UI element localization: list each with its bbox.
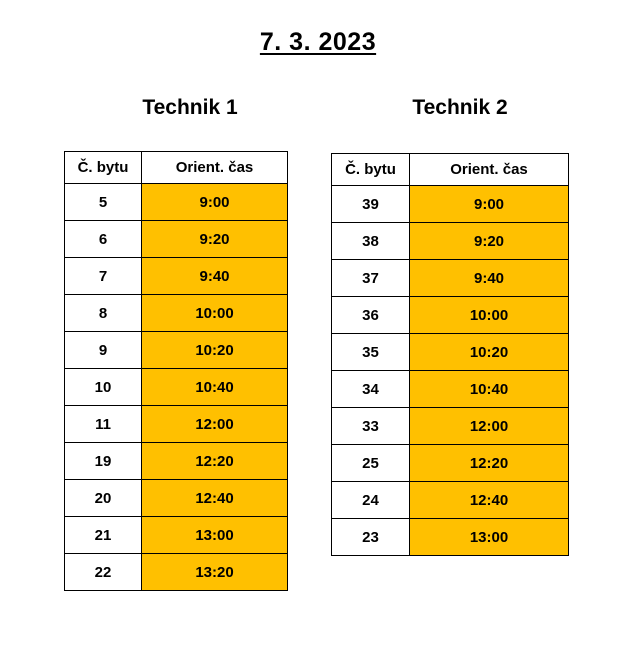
time-cell: 12:00 xyxy=(410,408,569,445)
header-byt: Č. bytu xyxy=(65,152,142,184)
table-row xyxy=(65,184,288,221)
header-cas: Orient. čas xyxy=(142,152,288,184)
time-cell: 9:20 xyxy=(410,223,569,260)
apartment-number-cell: 20 xyxy=(65,480,142,517)
apartment-number-cell: 21 xyxy=(65,517,142,554)
apartment-number-cell: 33 xyxy=(332,408,410,445)
apartment-number-cell: 11 xyxy=(65,406,142,443)
header-cas: Orient. čas xyxy=(410,154,569,186)
table-row xyxy=(332,223,569,260)
header-byt: Č. bytu xyxy=(332,154,410,186)
time-cell: 10:20 xyxy=(142,332,288,369)
apartment-number-cell: 25 xyxy=(332,445,410,482)
apartment-number-cell: 23 xyxy=(332,519,410,556)
document-date: 7. 3. 2023 xyxy=(259,28,377,56)
time-cell: 13:00 xyxy=(142,517,288,554)
time-cell: 10:40 xyxy=(410,371,569,408)
table-row xyxy=(65,554,288,591)
table-row xyxy=(332,334,569,371)
table-header-row xyxy=(65,152,288,184)
table-row xyxy=(65,443,288,480)
time-cell: 9:00 xyxy=(410,186,569,223)
technik-2-schedule-table xyxy=(331,153,569,556)
time-cell: 10:00 xyxy=(410,297,569,334)
apartment-number-cell: 37 xyxy=(332,260,410,297)
time-cell: 12:40 xyxy=(142,480,288,517)
time-cell: 10:20 xyxy=(410,334,569,371)
apartment-number-cell: 38 xyxy=(332,223,410,260)
time-cell: 12:40 xyxy=(410,482,569,519)
table-row xyxy=(332,371,569,408)
apartment-number-cell: 7 xyxy=(65,258,142,295)
apartment-number-cell: 19 xyxy=(65,443,142,480)
time-cell: 13:20 xyxy=(142,554,288,591)
table-row xyxy=(65,406,288,443)
time-cell: 9:20 xyxy=(142,221,288,258)
table-row xyxy=(65,258,288,295)
table-header-row xyxy=(332,154,569,186)
apartment-number-cell: 39 xyxy=(332,186,410,223)
table-row xyxy=(65,480,288,517)
apartment-number-cell: 8 xyxy=(65,295,142,332)
table-row xyxy=(332,445,569,482)
table-row xyxy=(332,408,569,445)
table-row xyxy=(332,260,569,297)
table-row xyxy=(65,295,288,332)
time-cell: 9:40 xyxy=(410,260,569,297)
apartment-number-cell: 10 xyxy=(65,369,142,406)
table-row xyxy=(332,297,569,334)
time-cell: 12:20 xyxy=(410,445,569,482)
table-row xyxy=(65,332,288,369)
table-row xyxy=(65,221,288,258)
time-cell: 13:00 xyxy=(410,519,569,556)
time-cell: 12:00 xyxy=(142,406,288,443)
apartment-number-cell: 24 xyxy=(332,482,410,519)
table-row xyxy=(65,369,288,406)
apartment-number-cell: 35 xyxy=(332,334,410,371)
time-cell: 12:20 xyxy=(142,443,288,480)
apartment-number-cell: 34 xyxy=(332,371,410,408)
table-row xyxy=(332,482,569,519)
time-cell: 10:00 xyxy=(142,295,288,332)
technik-2-title: Technik 2 xyxy=(412,96,508,119)
time-cell: 10:40 xyxy=(142,369,288,406)
apartment-number-cell: 9 xyxy=(65,332,142,369)
time-cell: 9:40 xyxy=(142,258,288,295)
technik-1-schedule-table xyxy=(64,151,288,591)
apartment-number-cell: 6 xyxy=(65,221,142,258)
time-cell: 9:00 xyxy=(142,184,288,221)
apartment-number-cell: 5 xyxy=(65,184,142,221)
table-row xyxy=(332,519,569,556)
technik-1-title: Technik 1 xyxy=(142,96,238,119)
apartment-number-cell: 22 xyxy=(65,554,142,591)
table-row xyxy=(65,517,288,554)
table-row xyxy=(332,186,569,223)
apartment-number-cell: 36 xyxy=(332,297,410,334)
